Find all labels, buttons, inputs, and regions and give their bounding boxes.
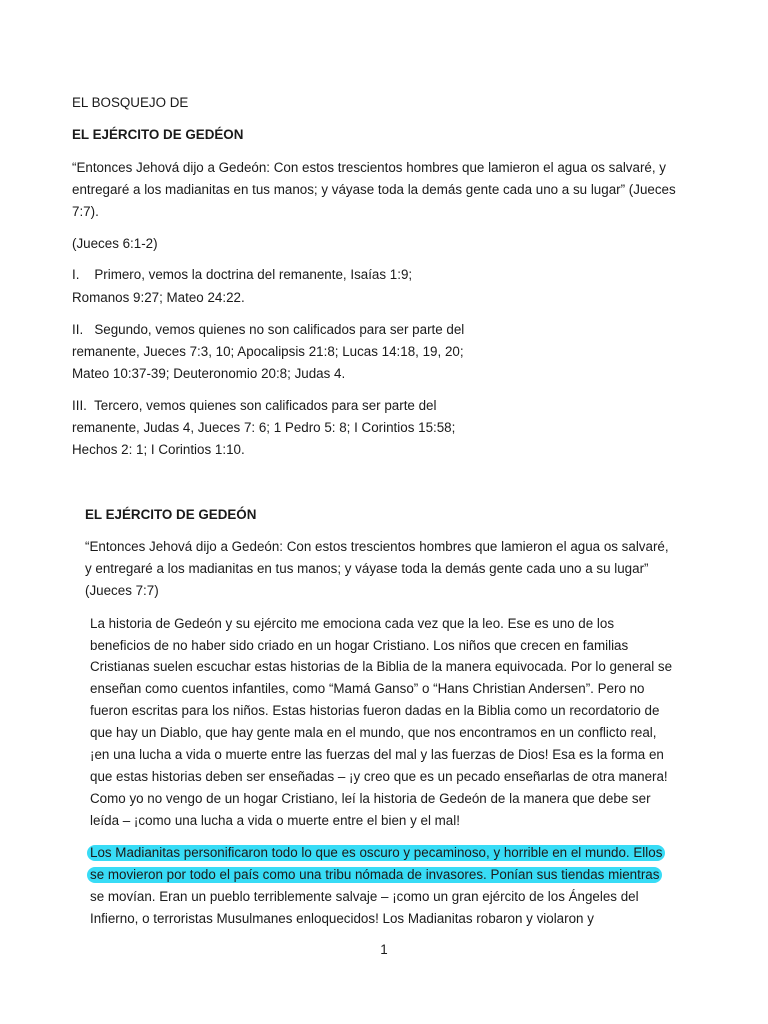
text-highlight: se movieron por todo el país como una tribu nómada de invasores. Ponían sus tiendas mientras [87, 867, 662, 883]
outline-point-3: III. Tercero, vemos quienes son calificados para ser parte del [72, 398, 437, 413]
outline-quote-line: 7:7). [72, 204, 99, 219]
outline-point-2: II. Segundo, vemos quienes no son calificados para ser parte del [72, 322, 465, 337]
outline-subtitle: EL EJÉRCITO DE GEDÉON [72, 127, 244, 142]
paragraph-line: beneficios de no haber sido criado en un hogar Cristiano. Los niños que crecen en familias [90, 638, 629, 653]
outline-point-2: Mateo 10:37-39; Deuteronomio 20:8; Judas 4. [72, 366, 346, 381]
paragraph-line: fueron escritas para los niños. Estas historias fueron dadas en la Biblia como un recordatorio de [90, 703, 660, 718]
paragraph-line: leída – ¡como una lucha a vida o muerte entre el bien y el mal! [90, 813, 460, 828]
paragraph-line: enseñan como cuentos infantiles, como “Mamá Ganso” o “Hans Christian Andersen”. Pero no [90, 681, 645, 696]
outline-reference: (Jueces 6:1-2) [72, 236, 158, 251]
highlighted-line [87, 843, 665, 863]
paragraph-line: La historia de Gedeón y su ejército me emociona cada vez que la leo. Ese es uno de los [90, 616, 615, 631]
paragraph-line: se movían. Eran un pueblo terriblemente salvaje – ¡como un gran ejército de los Ángeles del [90, 889, 639, 904]
paragraph-line: Cristianas suelen escuchar estas historias de la Biblia de la manera equivocada. Por lo general se [90, 659, 673, 674]
text-highlight: Los Madianitas personificaron todo lo que es oscuro y pecaminoso, y horrible en el mundo. Ellos [87, 845, 665, 861]
outline-point-1: Romanos 9:27; Mateo 24:22. [72, 290, 245, 305]
paragraph-line: ¡en una lucha a vida o muerte entre las fuerzas del mal y las fuerzas de Dios! Esa es la forma en [90, 747, 664, 762]
outline-point-3: remanente, Judas 4, Jueces 7: 6; 1 Pedro 5: 8; I Corintios 15:58; [72, 420, 456, 435]
sermon-quote-line: y entregaré a los madianitas en tus manos; y váyase toda la demás gente cada uno a su lugar” [85, 561, 649, 576]
page-number: 1 [380, 942, 388, 957]
paragraph-line: que estas historias deben ser enseñadas – ¡y creo que es un pecado enseñarlas de otra manera! [90, 769, 668, 784]
paragraph-line: que hay un Diablo, que hay gente mala en el mundo, que nos encontramos en un conflicto real, [90, 725, 657, 740]
outline-point-3: Hechos 2: 1; I Corintios 1:10. [72, 442, 245, 457]
outline-quote-line: entregaré a los madianitas en tus manos; y váyase toda la demás gente cada uno a su lugar” (Jueces [72, 182, 676, 197]
outline-point-2: remanente, Jueces 7:3, 10; Apocalipsis 21:8; Lucas 14:18, 19, 20; [72, 344, 464, 359]
paragraph-line: Como yo no vengo de un hogar Cristiano, leí la historia de Gedeón de la manera que debe ser [90, 791, 651, 806]
outline-title: EL BOSQUEJO DE [72, 95, 189, 110]
sermon-heading: EL EJÉRCITO DE GEDEÓN [85, 507, 257, 522]
outline-quote-line: “Entonces Jehová dijo a Gedeón: Con estos trescientos hombres que lamieron el agua os salvaré, y [72, 160, 666, 175]
sermon-quote-line: “Entonces Jehová dijo a Gedeón: Con estos trescientos hombres que lamieron el agua os salvaré, [85, 539, 669, 554]
paragraph-line: Infierno, o terroristas Musulmanes enloquecidos! Los Madianitas robaron y violaron y [90, 911, 594, 926]
sermon-quote-line: (Jueces 7:7) [85, 583, 159, 598]
highlighted-line [87, 865, 662, 885]
outline-point-1: I. Primero, vemos la doctrina del remanente, Isaías 1:9; [72, 267, 413, 282]
